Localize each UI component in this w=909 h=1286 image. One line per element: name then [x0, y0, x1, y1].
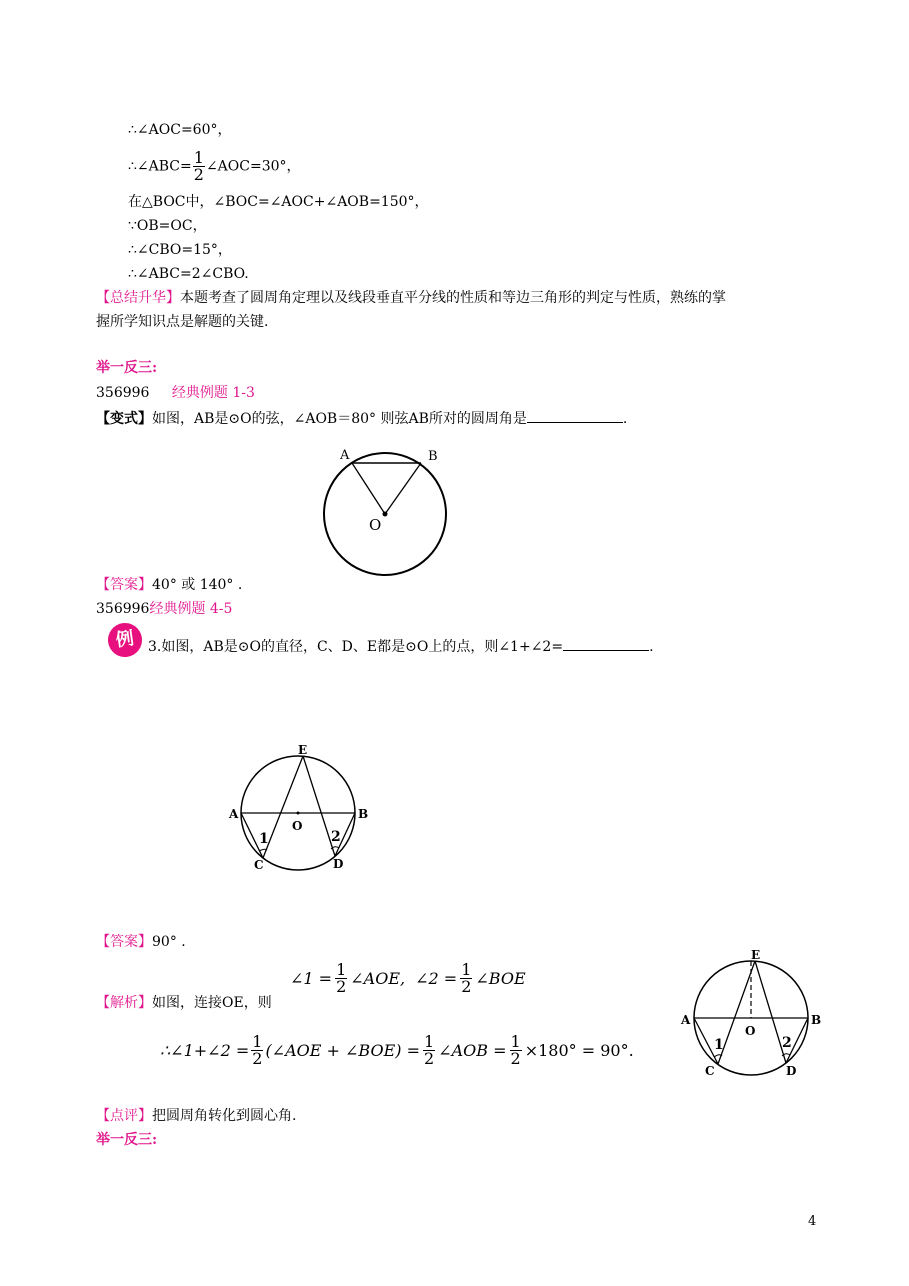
circle-figure-1: [315, 442, 465, 582]
section2-code: 356996: [96, 601, 150, 617]
example-badge-text: 例: [114, 627, 136, 652]
label-o-3: O: [745, 1024, 756, 1038]
half-fraction: $\frac{1}{2}$: [193, 148, 204, 184]
proof-line-3: 在△BOC中，∠BOC=∠AOC+∠AOB=150°，: [128, 194, 429, 210]
formula-2-frac-a: $\frac{1}{2}$: [252, 1032, 263, 1068]
formula-1-d: ∠BOE: [475, 969, 526, 988]
section1-answer: [96, 575, 242, 595]
formula-2-c: ∠AOB =: [438, 1041, 507, 1060]
answer-tag-2: 【答案】: [96, 934, 152, 950]
label-1-2: 1: [259, 831, 269, 847]
section3-heading: 举一反三:: [96, 1132, 158, 1148]
analysis-tag: 【解析】: [96, 995, 152, 1011]
label-a-1: A: [340, 448, 350, 463]
formula-2-a: ∴∠1+∠2 =: [160, 1041, 250, 1060]
section1-ref-line: [96, 383, 255, 403]
circle-figure-3: [678, 946, 838, 1081]
label-a-3: A: [681, 1013, 691, 1027]
label-o-1: O: [369, 516, 382, 534]
formula-1-frac-a: $\frac{1}{2}$: [336, 960, 347, 996]
label-e-3: E: [751, 948, 761, 962]
section1-code: 356996: [96, 385, 150, 401]
answer-blank-2[interactable]: [563, 636, 649, 651]
answer-text-1: 40° 或 140° .: [152, 577, 243, 593]
proof-line-6: ∴∠ABC=2∠CBO.: [128, 266, 249, 282]
radius-ob: [385, 463, 421, 514]
label-e-2: E: [298, 743, 308, 757]
label-b-2: B: [358, 807, 369, 821]
formula-1-frac-b: $\frac{1}{2}$: [461, 960, 472, 996]
formula-1-c: ∠2 =: [415, 969, 458, 988]
summary-line-2: 握所学知识点是解题的关键.: [96, 314, 269, 330]
section1-question-end: .: [622, 411, 628, 427]
answer-blank-1[interactable]: [527, 408, 623, 423]
label-o-2: O: [292, 819, 303, 833]
radius-oa: [352, 463, 385, 514]
line-ce: [263, 756, 303, 858]
center-dot-2: [297, 812, 300, 815]
section2-answer: [96, 932, 186, 952]
section2-ref-line: [96, 599, 232, 619]
formula-2-b: (∠AOE + ∠BOE) =: [265, 1041, 421, 1060]
proof-line-5: ∴∠CBO=15°，: [128, 242, 232, 258]
formula-2-frac-c: $\frac{1}{2}$: [510, 1032, 521, 1068]
formula-1-a: ∠1 =: [290, 969, 333, 988]
answer-tag-1: 【答案】: [96, 577, 152, 593]
analysis-text: 如图，连接OE，则: [152, 995, 272, 1011]
analysis-line: [96, 993, 272, 1013]
center-dot-1: [383, 512, 388, 517]
section1-question: 如图，AB是⊙O的弦，∠AOB＝80° 则弦AB所对的圆周角是: [152, 411, 527, 427]
label-1-3: 1: [714, 1037, 724, 1053]
proof-line-2-end: ∠AOC=30°，: [205, 158, 301, 175]
label-b-1: B: [428, 449, 438, 464]
label-c-3: C: [705, 1064, 715, 1078]
proof-line-4: ∵OB=OC，: [128, 218, 207, 234]
page-number: 4: [808, 1214, 817, 1229]
example-badge: [106, 621, 144, 659]
answer-text-2: 90° .: [152, 934, 186, 950]
label-d-3: D: [786, 1064, 797, 1078]
proof-line-2-start: ∴∠ABC=: [128, 158, 192, 175]
comment-text: 把圆周角转化到圆心角.: [152, 1108, 297, 1124]
label-2-2: 2: [331, 829, 341, 845]
formula-1-b: ∠AOE,: [350, 969, 406, 988]
section2-question-line: [148, 636, 654, 657]
section2-question: 3.如图，AB是⊙O的直径，C、D、E都是⊙O上的点，则∠1+∠2=: [148, 639, 564, 655]
proof-line-1: ∴∠AOC=60°，: [128, 122, 232, 138]
section1-heading: 举一反三:: [96, 360, 158, 376]
comment-line: [96, 1106, 296, 1126]
section1-question-line: [96, 408, 627, 429]
section1-ref: 经典例题 1-3: [171, 385, 255, 401]
circle-figure-2: [225, 738, 385, 878]
proof-line-2: [128, 150, 301, 183]
label-a-2: A: [229, 807, 239, 821]
formula-2: [160, 1034, 634, 1067]
summary-tag: 【总结升华】: [96, 290, 180, 306]
label-d-2: D: [333, 857, 344, 871]
formula-1: [290, 962, 526, 995]
label-c-2: C: [254, 858, 264, 872]
formula-2-frac-b: $\frac{1}{2}$: [424, 1032, 435, 1068]
summary-line-1: [96, 288, 726, 308]
section2-question-end: .: [649, 639, 654, 655]
formula-2-d: ×180° = 90°.: [524, 1041, 634, 1060]
label-2-3: 2: [782, 1035, 792, 1051]
comment-tag: 【点评】: [96, 1108, 152, 1124]
summary-text-1: 本题考查了圆周角定理以及线段垂直平分线的性质和等边三角形的判定与性质，熟练的掌: [180, 290, 726, 306]
label-b-3: B: [811, 1013, 822, 1027]
section2-ref: 经典例题 4-5: [149, 601, 233, 617]
variant-tag: 【变式】: [96, 411, 152, 427]
